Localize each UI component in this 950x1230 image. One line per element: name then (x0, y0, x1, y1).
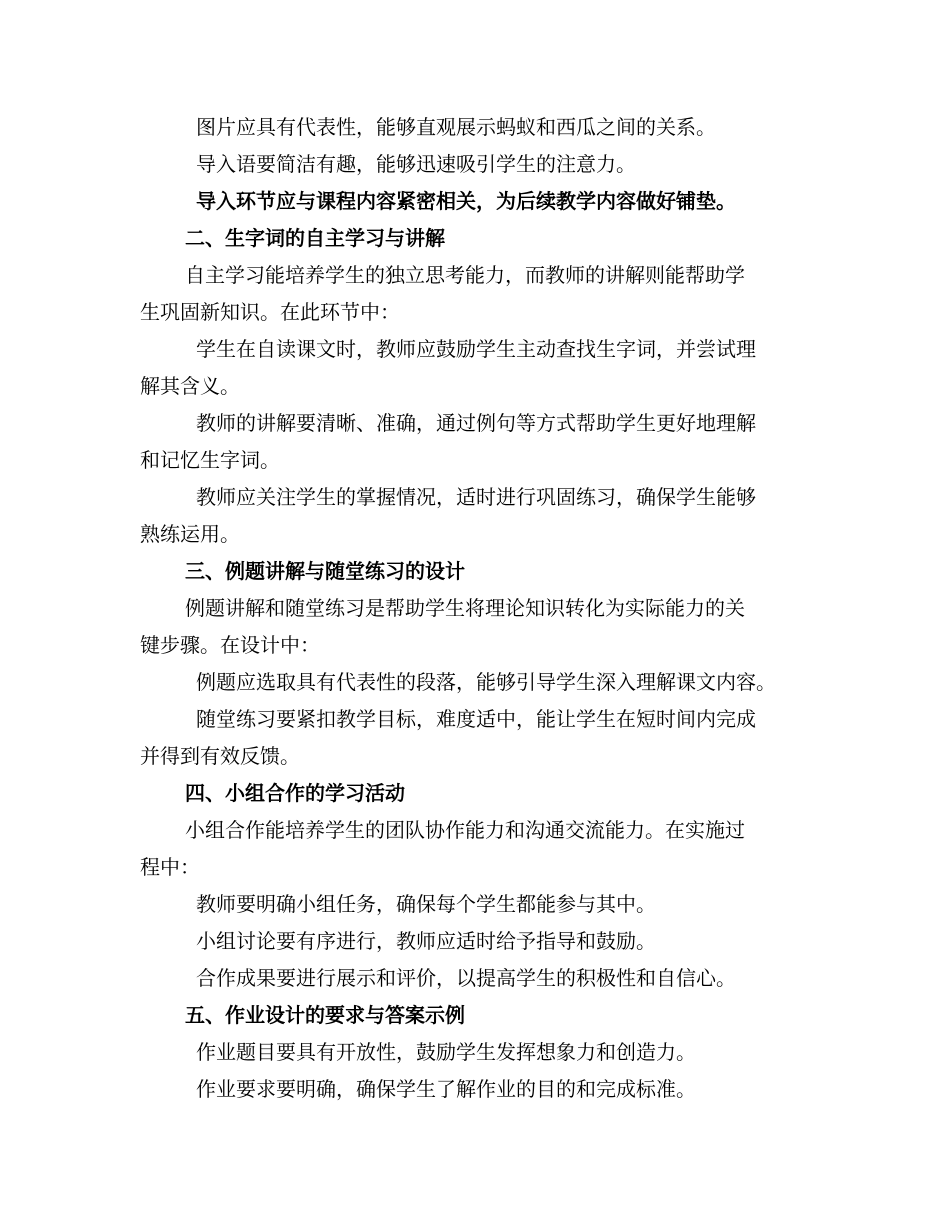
section-heading-3: 三、例题讲解与随堂练习的设计 (185, 559, 465, 583)
section-heading-4: 四、小组合作的学习活动 (185, 781, 405, 805)
paragraph-line: 和记忆生字词。 (140, 448, 280, 472)
paragraph-line: 作业要求要明确，确保学生了解作业的目的和完成标准。 (196, 1077, 696, 1101)
paragraph-line: 例题讲解和随堂练习是帮助学生将理论知识转化为实际能力的关 (185, 596, 745, 620)
paragraph-line: 键步骤。在设计中： (140, 633, 320, 657)
paragraph-line: 随堂练习要紧扣教学目标，难度适中，能让学生在短时间内完成 (196, 707, 756, 731)
paragraph-line: 导入语要简洁有趣，能够迅速吸引学生的注意力。 (196, 152, 636, 176)
paragraph-line: 解其含义。 (140, 374, 240, 398)
paragraph-line: 合作成果要进行展示和评价，以提高学生的积极性和自信心。 (196, 966, 736, 990)
paragraph-line: 例题应选取具有代表性的段落，能够引导学生深入理解课文内容。 (196, 670, 776, 694)
paragraph-line: 小组合作能培养学生的团队协作能力和沟通交流能力。在实施过 (185, 818, 745, 842)
emphasis-line: 导入环节应与课程内容紧密相关，为后续教学内容做好铺垫。 (196, 189, 736, 213)
paragraph-line: 学生在自读课文时，教师应鼓励学生主动查找生字词，并尝试理 (196, 337, 756, 361)
paragraph-line: 小组讨论要有序进行，教师应适时给予指导和鼓励。 (196, 929, 656, 953)
paragraph-line: 图片应具有代表性，能够直观展示蚂蚁和西瓜之间的关系。 (196, 115, 716, 139)
section-heading-5: 五、作业设计的要求与答案示例 (185, 1003, 465, 1027)
paragraph-line: 自主学习能培养学生的独立思考能力，而教师的讲解则能帮助学 (185, 263, 745, 287)
paragraph-line: 教师的讲解要清晰、准确，通过例句等方式帮助学生更好地理解 (196, 411, 756, 435)
paragraph-line: 教师要明确小组任务，确保每个学生都能参与其中。 (196, 892, 656, 916)
paragraph-line: 作业题目要具有开放性，鼓励学生发挥想象力和创造力。 (196, 1040, 696, 1064)
paragraph-line: 程中： (140, 855, 200, 879)
paragraph-line: 生巩固新知识。在此环节中： (140, 300, 400, 324)
paragraph-line: 熟练运用。 (140, 522, 240, 546)
section-heading-2: 二、生字词的自主学习与讲解 (185, 226, 445, 250)
paragraph-line: 并得到有效反馈。 (140, 744, 300, 768)
paragraph-line: 教师应关注学生的掌握情况，适时进行巩固练习，确保学生能够 (196, 485, 756, 509)
